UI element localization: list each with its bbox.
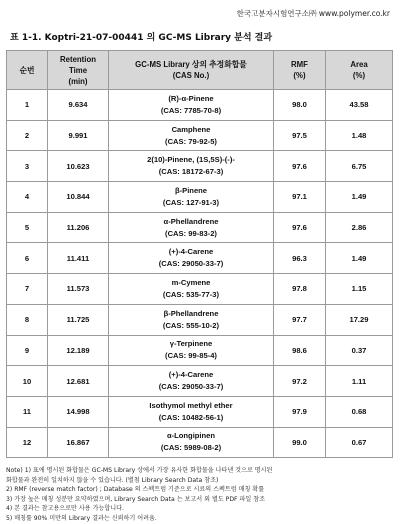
cell-area: 0.37 bbox=[326, 335, 393, 366]
compound-cas: (CAS: 535-77-3) bbox=[162, 289, 220, 299]
header-area-line2: (%) bbox=[352, 71, 366, 80]
compound-name: (+)-4-Carene bbox=[168, 247, 214, 257]
cell-retention-time: 10.623 bbox=[48, 151, 109, 182]
cell-compound bbox=[109, 366, 274, 397]
header-rmf-line1: RMF bbox=[291, 60, 308, 69]
cell-retention-time: 14.998 bbox=[48, 396, 109, 427]
cell-area: 1.15 bbox=[326, 274, 393, 305]
compound-cas: (CAS: 99-83-2) bbox=[165, 228, 217, 238]
cell-compound bbox=[109, 90, 274, 121]
cell-compound bbox=[109, 427, 274, 458]
cell-no: 7 bbox=[7, 274, 48, 305]
table-row bbox=[7, 396, 393, 427]
cell-compound bbox=[109, 182, 274, 213]
cell-rmf: 97.6 bbox=[274, 151, 326, 182]
cell-rmf: 97.5 bbox=[274, 120, 326, 151]
table-row bbox=[7, 151, 393, 182]
table-row bbox=[7, 427, 393, 458]
table-row bbox=[7, 90, 393, 121]
cell-no: 2 bbox=[7, 120, 48, 151]
compound-cas: (CAS: 555-10-2) bbox=[162, 320, 220, 330]
cell-retention-time: 11.206 bbox=[48, 212, 109, 243]
compound-name: β-Phellandrene bbox=[163, 308, 219, 318]
cell-rmf: 99.0 bbox=[274, 427, 326, 458]
compound-cas: (CAS: 99-85-4) bbox=[165, 351, 217, 361]
table-row bbox=[7, 304, 393, 335]
compound-name: Isothymol methyl ether bbox=[149, 400, 233, 410]
compound-cas: (CAS: 7785-70-8) bbox=[160, 105, 222, 115]
table-row bbox=[7, 243, 393, 274]
cell-no: 12 bbox=[7, 427, 48, 458]
cell-area: 43.58 bbox=[326, 90, 393, 121]
cell-retention-time: 9.991 bbox=[48, 120, 109, 151]
cell-retention-time: 9.634 bbox=[48, 90, 109, 121]
header-compound-line1: GC-MS Library 상의 추정화합물 bbox=[135, 60, 247, 69]
cell-rmf: 97.1 bbox=[274, 182, 326, 213]
cell-area: 6.75 bbox=[326, 151, 393, 182]
header-compound bbox=[109, 51, 274, 90]
cell-area: 1.48 bbox=[326, 120, 393, 151]
gcms-library-table bbox=[6, 50, 393, 458]
compound-cas: (CAS: 5989-08-2) bbox=[160, 443, 222, 453]
compound-name: α-Phellandrene bbox=[163, 216, 219, 226]
cell-compound bbox=[109, 304, 274, 335]
compound-name: (R)-α-Pinene bbox=[168, 93, 214, 103]
cell-area: 1.49 bbox=[326, 243, 393, 274]
cell-area: 2.86 bbox=[326, 212, 393, 243]
header-retention-time bbox=[48, 51, 109, 90]
cell-no: 6 bbox=[7, 243, 48, 274]
cell-area: 0.67 bbox=[326, 427, 393, 458]
header-rmf bbox=[274, 51, 326, 90]
table-title: 표 1-1. Koptri-21-07-00441 의 GC-MS Library 분석 결과 bbox=[10, 33, 273, 43]
cell-rmf: 97.9 bbox=[274, 396, 326, 427]
notes-section bbox=[6, 466, 394, 524]
table-row bbox=[7, 120, 393, 151]
cell-area: 17.29 bbox=[326, 304, 393, 335]
cell-no: 8 bbox=[7, 304, 48, 335]
cell-no: 10 bbox=[7, 366, 48, 397]
table-header-row bbox=[7, 51, 393, 90]
cell-compound bbox=[109, 396, 274, 427]
cell-compound bbox=[109, 212, 274, 243]
table-row bbox=[7, 212, 393, 243]
compound-cas: (CAS: 29050-33-7) bbox=[158, 259, 224, 269]
cell-retention-time: 12.189 bbox=[48, 335, 109, 366]
compound-name: α-Longipinen bbox=[166, 431, 216, 441]
note-line: 5) 매칭률 90% 미만의 Library 결과는 신뢰하기 어려움. bbox=[6, 514, 157, 522]
cell-rmf: 97.2 bbox=[274, 366, 326, 397]
header-area-line1: Area bbox=[350, 60, 368, 69]
header-rt-line3: (min) bbox=[68, 76, 88, 86]
note-line: 4) 본 결과는 참고용으로만 사용 가능합니다. bbox=[6, 505, 124, 513]
header-rmf-line2: (%) bbox=[293, 71, 306, 80]
compound-cas: (CAS: 10482-56-1) bbox=[158, 412, 224, 422]
compound-name: (+)-4-Carene bbox=[168, 370, 214, 380]
cell-no: 4 bbox=[7, 182, 48, 213]
cell-area: 1.49 bbox=[326, 182, 393, 213]
compound-cas: (CAS: 29050-33-7) bbox=[158, 382, 224, 392]
cell-no: 11 bbox=[7, 396, 48, 427]
header-no: 순번 bbox=[7, 51, 48, 90]
header-compound-line2: (CAS No.) bbox=[172, 71, 210, 80]
cell-no: 3 bbox=[7, 151, 48, 182]
note-line: 3) 가장 높은 매칭 성분만 요약하였으며, Library Search Data 는 보고서 외 별도 PDF 파일 참조 bbox=[6, 495, 265, 503]
cell-area: 1.11 bbox=[326, 366, 393, 397]
header-area bbox=[326, 51, 393, 90]
cell-area: 0.68 bbox=[326, 396, 393, 427]
cell-compound bbox=[109, 243, 274, 274]
table-row bbox=[7, 274, 393, 305]
compound-name: m-Cymene bbox=[171, 277, 211, 287]
organization-header: 한국고분자시험연구소㈜ www.polymer.co.kr bbox=[236, 9, 390, 18]
compound-cas: (CAS: 127-91-3) bbox=[162, 197, 220, 207]
compound-name: Camphene bbox=[171, 124, 211, 134]
cell-retention-time: 12.681 bbox=[48, 366, 109, 397]
table-row bbox=[7, 335, 393, 366]
compound-cas: (CAS: 18172-67-3) bbox=[158, 167, 224, 177]
cell-compound bbox=[109, 274, 274, 305]
cell-rmf: 98.0 bbox=[274, 90, 326, 121]
cell-rmf: 97.8 bbox=[274, 274, 326, 305]
compound-name: γ-Terpinene bbox=[169, 339, 213, 349]
compound-cas: (CAS: 79-92-5) bbox=[165, 136, 217, 146]
cell-retention-time: 10.844 bbox=[48, 182, 109, 213]
cell-no: 5 bbox=[7, 212, 48, 243]
cell-retention-time: 11.573 bbox=[48, 274, 109, 305]
cell-compound bbox=[109, 335, 274, 366]
note-line: Note) 1) 표에 명시된 화합물은 GC-MS Library 상에서 가장 유사한 화합물을 나타낸 것으로 명시된 bbox=[6, 467, 273, 474]
cell-rmf: 97.6 bbox=[274, 212, 326, 243]
note-line: 2) RMF (reverse match factor) ; Database 의 스펙트럼 기준으로 시료의 스펙트럼 매칭 확률 bbox=[6, 486, 265, 494]
header-rt-line1: Retention bbox=[60, 54, 96, 64]
cell-rmf: 98.6 bbox=[274, 335, 326, 366]
cell-compound bbox=[109, 151, 274, 182]
cell-no: 1 bbox=[7, 90, 48, 121]
note-line: 화합물과 완전히 일치하지 않을 수 있습니다. (별첨 Library Search Data 참조) bbox=[6, 476, 219, 484]
cell-rmf: 96.3 bbox=[274, 243, 326, 274]
cell-retention-time: 16.867 bbox=[48, 427, 109, 458]
cell-retention-time: 11.725 bbox=[48, 304, 109, 335]
table-row bbox=[7, 182, 393, 213]
table-row bbox=[7, 366, 393, 397]
compound-name: β-Pinene bbox=[174, 185, 208, 195]
cell-rmf: 97.7 bbox=[274, 304, 326, 335]
header-rt-line2: Time bbox=[68, 65, 88, 75]
cell-no: 9 bbox=[7, 335, 48, 366]
compound-name: 2(10)-Pinene, (1S,5S)-(-)- bbox=[147, 155, 235, 165]
cell-retention-time: 11.411 bbox=[48, 243, 109, 274]
cell-compound bbox=[109, 120, 274, 151]
